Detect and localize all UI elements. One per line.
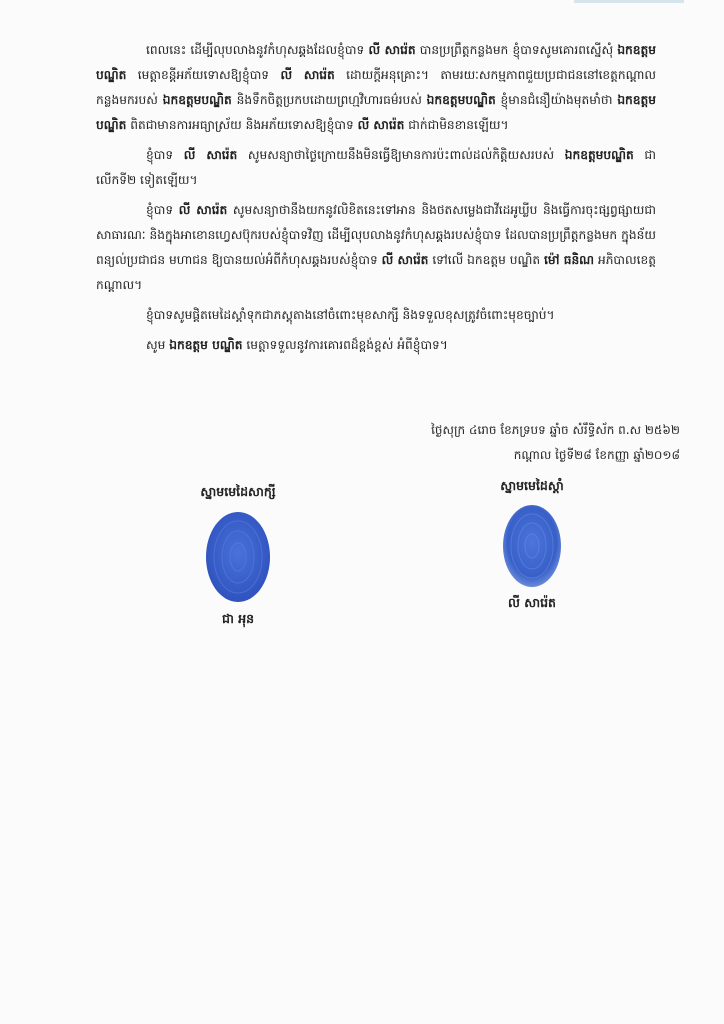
paragraph-closing	[96, 333, 656, 358]
paragraph-promise	[96, 143, 656, 193]
signer-name: លី សារ៉េត	[508, 595, 556, 610]
signer-label: ស្នាមមេដៃស្តាំ	[500, 478, 564, 493]
bold-text-run: លី សារ៉េត	[368, 43, 416, 57]
text-run: មេត្តាខន្តីអភ័យទោសឱ្យខ្ញុំបាទ	[126, 68, 281, 82]
signer-signature	[462, 478, 602, 614]
witness-name: ជា អុន	[221, 611, 255, 626]
text-run: សូមសន្យាថានឹងយកនូវលិខិតនេះទៅអាន និងថតសម្លេងជាវីដេអូឃ្លីប និងធ្វើការចុះផ្សព្វផ្សាយជាសាធារណៈ និងក្នុងអាខោនហ្វេសប៊ុករបស់ខ្ញុំបាទវិញ ដើម្បីលុបលាងនូវកំហុសឆ្គងរបស់ខ្ញុំបាទ ដែលបានប្រព្រឹត្តកន្លងមក ក្នុងន័យពន្យល់ប្រជាជន មហាជន ឱ្យបានយល់អំពីកំហុសឆ្គងរបស់ខ្ញុំបាទ	[96, 203, 657, 267]
bold-text-run: លី សារ៉េត	[357, 118, 405, 132]
text-run: ដោយក្តីអនុគ្រោះ។ តាមរយៈសកម្មភាពជួយប្រជាជននៅខេត្តកណ្តាលកន្លងមករបស់	[96, 68, 656, 107]
bold-text-run: ម៉ៅ ធនិណ	[543, 253, 595, 267]
text-run: ពិតជាមានការអធ្យាស្រ័យ និងអភ័យទោសឱ្យខ្ញុំបាទ	[126, 118, 358, 132]
text-run: សូម	[146, 338, 170, 352]
bold-text-run: ឯកឧត្តម បណ្ឌិត	[169, 338, 243, 352]
text-run: ខ្ញុំបាទ	[146, 148, 184, 162]
paragraph-thumbprint	[96, 303, 656, 328]
bold-text-run: លី សារ៉េត	[183, 148, 238, 162]
letter-body	[96, 38, 656, 363]
paragraph-publication	[96, 198, 656, 298]
bold-text-run: ឯកឧត្តមបណ្ឌិត	[162, 93, 232, 107]
text-run: ខ្ញុំបាទ	[146, 203, 179, 217]
paragraph-apology	[96, 38, 656, 138]
witness-thumbprint-icon	[203, 509, 273, 605]
text-run: សូមសន្យាថាថ្ងៃក្រោយនឹងមិនធ្វើឱ្យមានការប៉ះពាល់ដល់កិត្តិយសរបស់	[237, 148, 565, 162]
text-run: ជាលើកទី២ ទៀតឡើយ។	[96, 148, 657, 187]
bold-text-run: ឯកឧត្តមបណ្ឌិត	[96, 43, 656, 82]
bold-text-run: ឯកឧត្តមបណ្ឌិត	[426, 93, 496, 107]
text-run: ខ្ញុំមានជំនឿយ៉ាងមុតមាំថា	[495, 93, 618, 107]
text-run: បានប្រព្រឹត្តកន្លងមក ខ្ញុំបាទសូមគោរពស្នើសុំ	[415, 43, 618, 57]
date-block	[340, 418, 680, 468]
text-run: ជាក់ជាមិនខានឡើយ។	[404, 118, 509, 132]
witness-signature	[168, 484, 308, 630]
bold-text-run: លី សារ៉េត	[280, 68, 335, 82]
bold-text-run: ឯកឧត្តមបណ្ឌិត	[96, 93, 656, 132]
text-run: ខ្ញុំបាទសូមផ្តិតមេដៃស្តាំទុកជាភស្តុតាងនៅចំពោះមុខសាក្សី និងទទួលខុសត្រូវចំពោះមុខច្បាប់។	[146, 308, 555, 322]
text-run: និងទឹកចិត្តប្រកបដោយព្រហ្មវិហារធម៌របស់	[231, 93, 427, 107]
text-run: មេត្តាទទួលនូវការគោរពដ៏ខ្ពង់ខ្ពស់ អំពីខ្ញុំបាទ។	[242, 338, 448, 352]
text-run: ពេលនេះ ដើម្បីលុបលាងនូវកំហុសឆ្គងដែលខ្ញុំបាទ	[146, 43, 369, 57]
signer-thumbprint-icon	[501, 503, 563, 589]
scan-edge-mark	[574, 0, 684, 3]
bold-text-run: លី សារ៉េត	[178, 203, 228, 217]
lunar-date: ថ្ងៃសុក្រ ៤រោច ខែភទ្របទ ឆ្នាំច សំរឹទ្ធិស័ក ព.ស ២៥៦២	[431, 423, 680, 437]
solar-date: កណ្តាល ថ្ងៃទី២៨ ខែកញ្ញា ឆ្នាំ២០១៨	[513, 448, 680, 462]
bold-text-run: លី សារ៉េត	[381, 253, 429, 267]
text-run: អភិបាលខេត្តកណ្តាល។	[96, 253, 656, 292]
text-run: ទៅលើ ឯកឧត្តម បណ្ឌិត	[428, 253, 544, 267]
bold-text-run: ឯកឧត្តមបណ្ឌិត	[564, 148, 634, 162]
witness-label: ស្នាមមេដៃសាក្សី	[200, 484, 276, 499]
